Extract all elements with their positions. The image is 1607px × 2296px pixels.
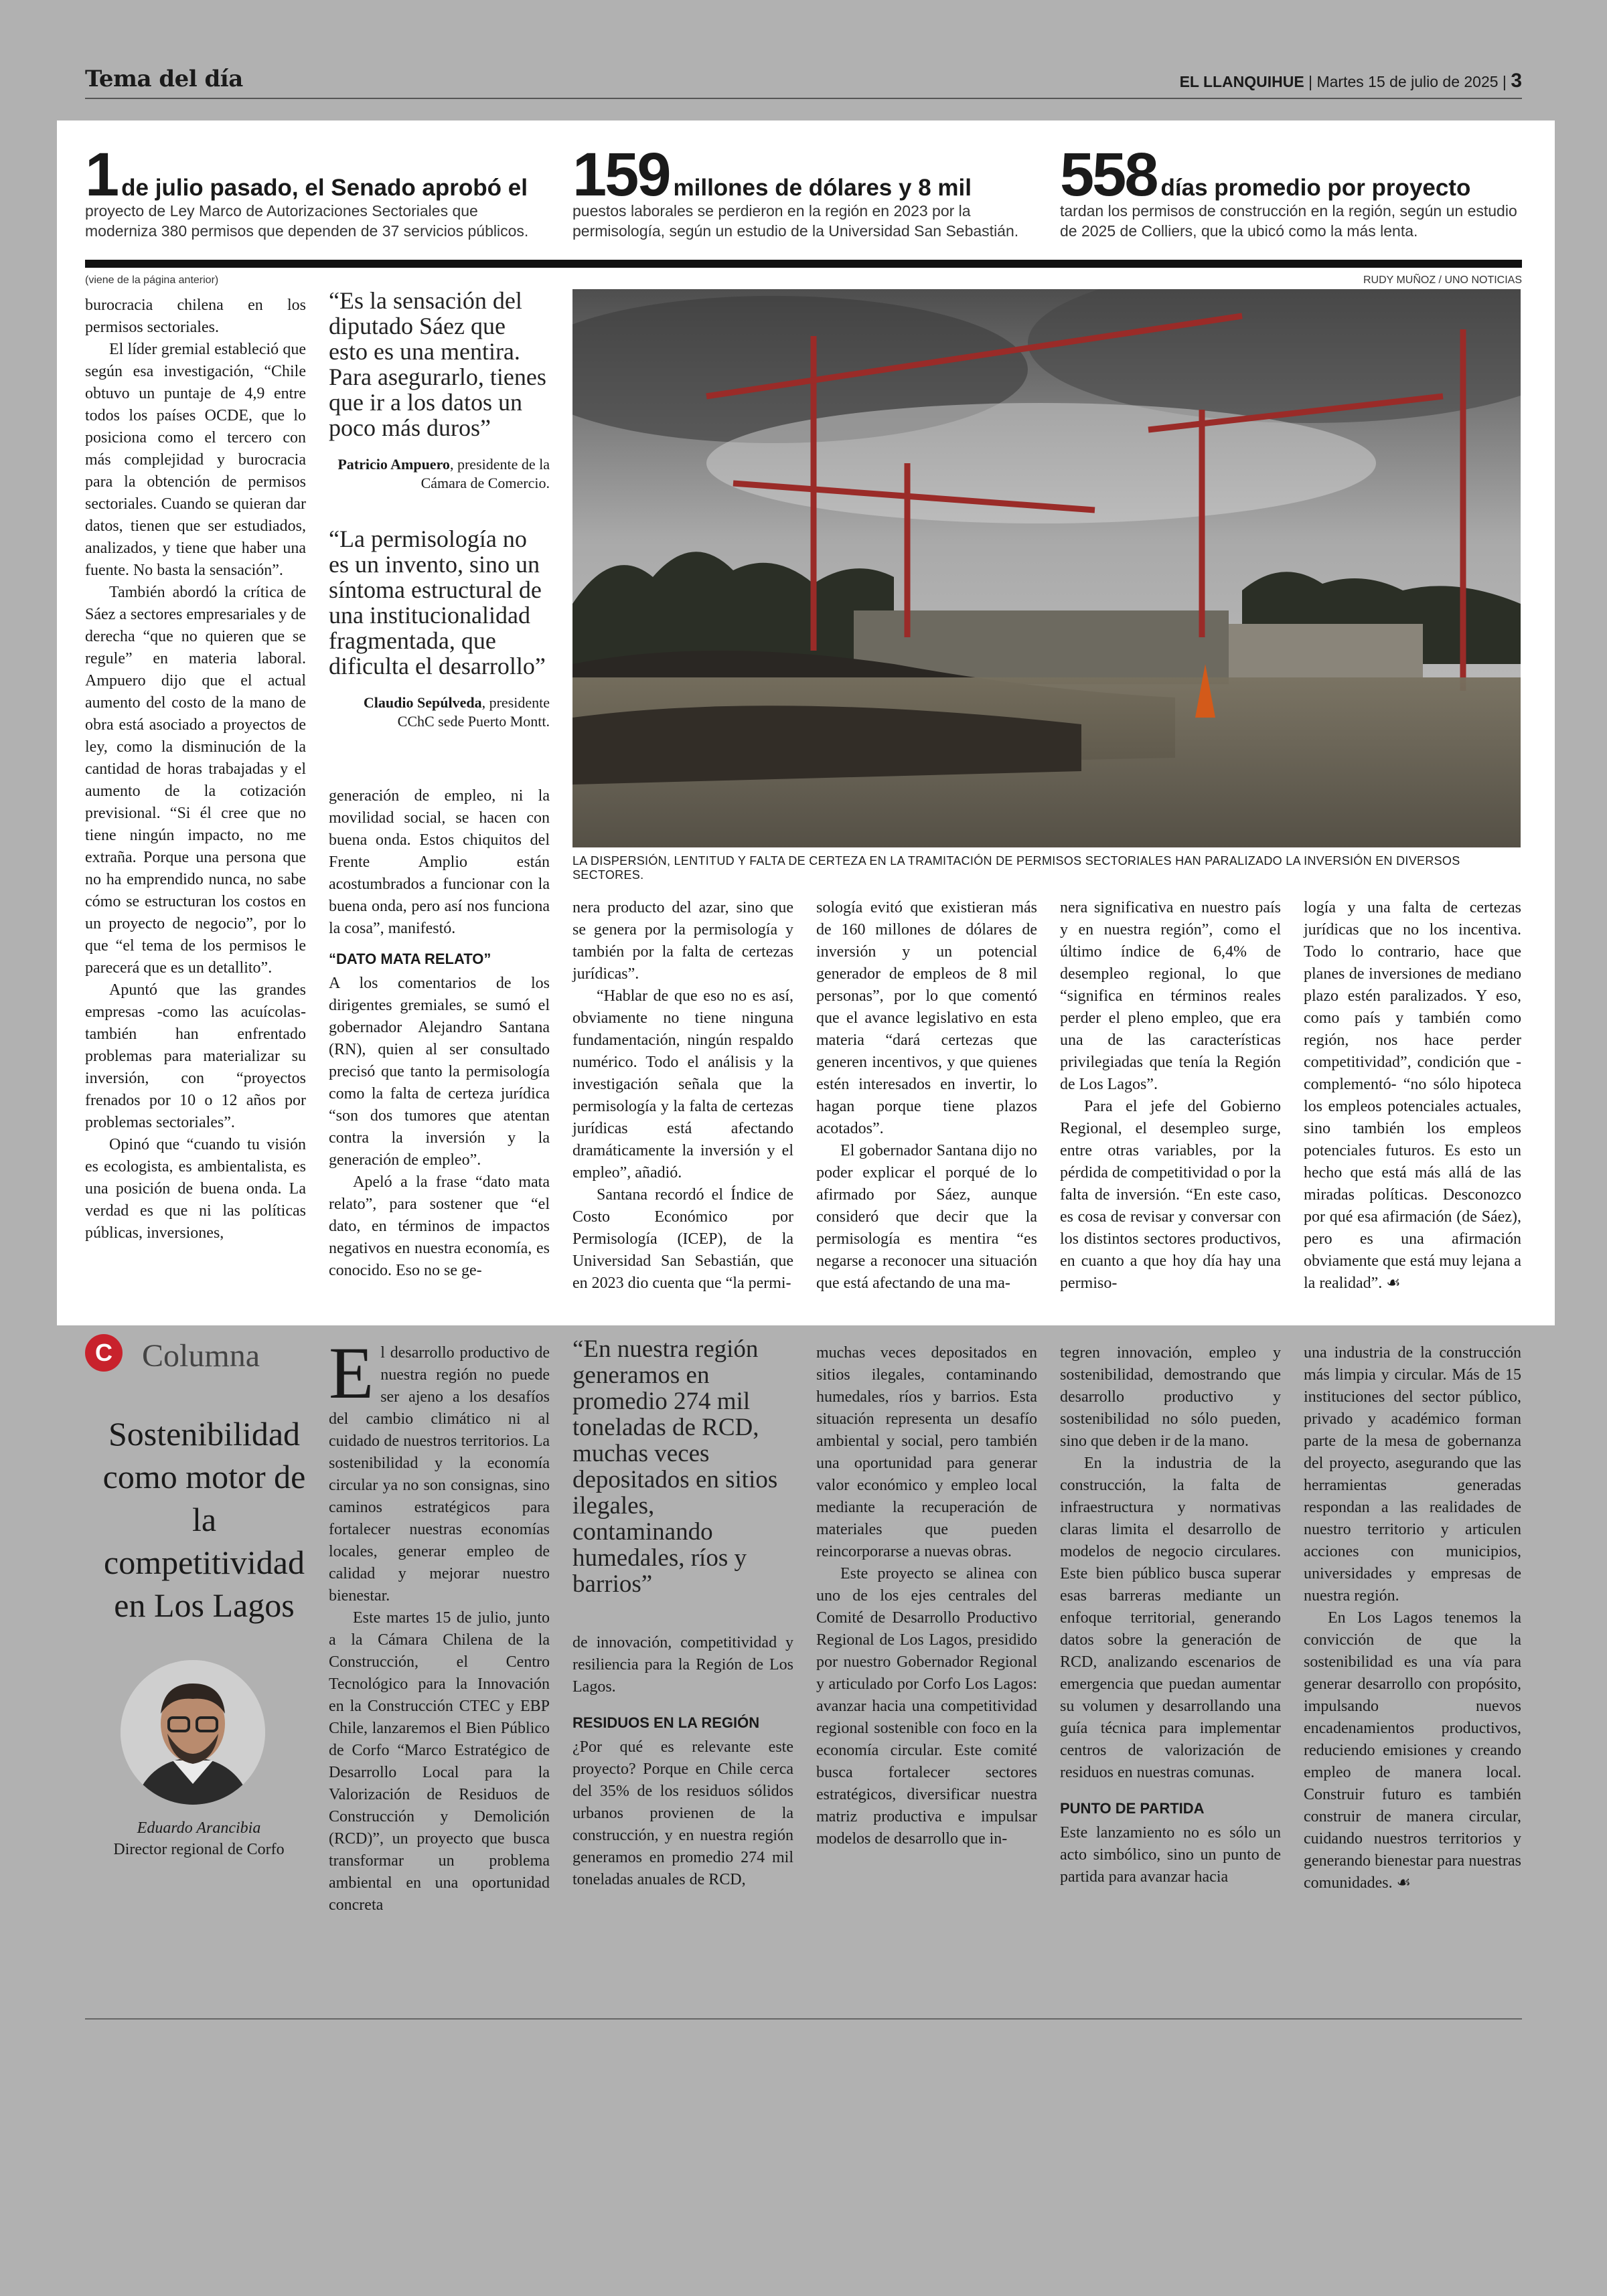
- paragraph: nera producto del azar, sino que se genera por la permisología y también por la falta de certezas jurídicas”.: [572, 899, 793, 983]
- paper-name: EL LLANQUIHUE: [1179, 73, 1304, 90]
- quote-role: , presidente CChC sede Puerto Montt.: [397, 694, 550, 730]
- footer-rule: [85, 2018, 1522, 2020]
- stat-label: de julio pasado, el Senado aprobó el: [121, 175, 528, 201]
- column-pull-quote: “En nuestra región generamos en promedio 274 mil toneladas de RCD, muchas veces depositados en sitios ilegales, contaminando humedales, ríos y barrios”: [572, 1335, 778, 1598]
- column-text-1: [329, 1332, 550, 1916]
- quote-attribution: [329, 455, 550, 493]
- article-column-4: [816, 897, 1037, 1295]
- author-credit: [85, 1817, 313, 1860]
- paragraph: una industria de la construcción más limpia y circular. Más de 15 instituciones del sector público, privado y académico forman parte de la mesa de gobernanza del proyecto, asegurando que las herramientas generadas respondan a las realidades de nuestro territorio y articulen acciones con municipios, universidades y empresas de nuestra región.: [1304, 1344, 1521, 1605]
- stat-label: días promedio por proyecto: [1160, 175, 1471, 201]
- pull-quote: “Es la sensación del diputado Sáez que esto es una mentira. Para asegurarlo, tienes que ir a los datos un poco más duros”: [329, 287, 546, 441]
- column-title: Sostenibilidad como motor de la competitividad en Los Lagos: [102, 1415, 306, 1624]
- paragraph: Apuntó que las grandes empresas -como las acuícolas- también han enfrentado problemas para materializar su inversión, con “proyectos frenados por 10 o 12 años por problemas sectoriales”.: [85, 981, 306, 1131]
- continued-note: (viene de la página anterior): [85, 274, 219, 286]
- stat-number: 558: [1060, 141, 1157, 209]
- header-rule: [85, 98, 1522, 99]
- article-column-5: [1060, 897, 1281, 1295]
- paragraph: de innovación, competitividad y resiliencia para la Región de Los Lagos.: [572, 1634, 793, 1696]
- paragraph: Apeló a la frase “dato mata relato”, para sostener que “el dato, en términos de impactos negativos en nuestra economía, es conocido. Eso no se ge-: [329, 1173, 550, 1279]
- stat-description: tardan los permisos de construcción en la región, según un estudio de 2025 de Colliers, que la ubicó como la más lenta.: [1060, 202, 1517, 240]
- stat-number: 1: [85, 141, 118, 209]
- photo-credit: RUDY MUÑOZ / UNO NOTICIAS: [1363, 274, 1522, 286]
- pull-quote: “La permisología no es un invento, sino un síntoma estructural de una institucionalidad fragmentada, que dificulta el desarrollo”: [329, 525, 546, 679]
- article-column-2: [329, 785, 550, 1282]
- paragraph: Este lanzamiento no es sólo un acto simbólico, sino un punto de partida para avanzar hacia: [1060, 1824, 1281, 1886]
- paragraph: En Los Lagos tenemos la convicción de que la sostenibilidad es una vía para generar desarrollo con propósito, impulsando nuevos encadenamientos productivos, reduciendo emisiones y creando empleo de manera local. Construir futuro es también construir de manera circular, cuidando nuestros territorios y generando bienestar para nuestras comunidades. ☙: [1304, 1609, 1521, 1892]
- photo-caption: LA DISPERSIÓN, LENTITUD Y FALTA DE CERTEZA EN LA TRAMITACIÓN DE PERMISOS SECTORIALES HAN PARALIZADO LA INVERSIÓN EN DIVERSOS SECTORES.: [572, 854, 1460, 882]
- pull-quotes: [329, 288, 550, 731]
- paragraph: También abordó la crítica de Sáez a sectores empresariales y de derecha “que no quieren que se regule” en materia laboral. Ampuero dijo que el actual aumento del costo de la mano de obra está asociado a proyectos de ley, como la disminución de la cantidad de horas trabajadas y el aumento de la cotización previsional. “Si él cree que no tiene ningún impacto, no me extraña. Porque una persona que no ha emprendido nunca, no sabe cómo se estructuran los costos en un proyecto de negocio”, por lo que “el tema de los permisos le parecerá que es un detallito”.: [85, 584, 306, 977]
- subheading: “DATO MATA RELATO”: [329, 951, 491, 967]
- paragraph: Santana recordó el Índice de Costo Económico por Permisología (ICEP), de la Universidad San Sebastián, que en 2023 dio cuenta que “la permi-: [572, 1186, 793, 1292]
- quote-role: , presidente de la Cámara de Comercio.: [420, 456, 550, 491]
- paragraph: sología evitó que existieran más de 160 millones de dólares de inversión y un potencial generador de empleos de 8 mil personas”, por lo que comentó que el avance legislativo en esta materia “dará certezas que generen incentivos, y que quienes estén interesados en invertir, lo hagan porque tiene plazos acotados”.: [816, 899, 1037, 1137]
- stat-block-2: [572, 141, 1041, 242]
- paragraph: ¿Por qué es relevante este proyecto? Porque en Chile cerca del 35% de los residuos sólidos urbanos provienen de la construcción, y en nuestra región generamos en promedio 274 mil toneladas anuales de RCD,: [572, 1738, 793, 1888]
- author-name: Eduardo Arancibia: [137, 1819, 261, 1837]
- article-column-6: [1304, 897, 1521, 1295]
- paragraph: Este proyecto se alinea con uno de los ejes centrales del Comité de Desarrollo Productivo Regional de Los Lagos, presidido por nuestro Gobernador Regional y articulado por Corfo Los Lagos: avanzar hacia una competitividad regional sostenible con foco en la economía circular. Este comité busca fortalecer sectores estratégicos, diversificar nuestra matriz productiva e impulsar modelos de desarrollo que in-: [816, 1565, 1037, 1848]
- column-text-5: [1304, 1342, 1521, 1894]
- article-column-3: [572, 897, 793, 1295]
- construction-site-photo: [572, 289, 1521, 847]
- paragraph: El gobernador Santana dijo no poder explicar el porqué de lo afirmado por Sáez, aunque consideró que decir que la permisología es mentira “es negarse a reconocer una situación que está afectando de una ma-: [816, 1142, 1037, 1292]
- quote-author: Patricio Ampuero: [337, 456, 450, 473]
- paragraph: tegren innovación, empleo y sostenibilidad, demostrando que desarrollo productivo y sostenibilidad no sólo pueden, sino que deben ir de la mano.: [1060, 1344, 1281, 1450]
- paragraph: A los comentarios de los dirigentes gremiales, se sumó el gobernador Alejandro Santana (RN), quien al ser consultado precisó que tanto la permisología como la falta de certeza jurídica “son dos tumores que atentan contra la inversión y la generación de empleo”.: [329, 975, 550, 1169]
- stat-number: 159: [572, 141, 670, 209]
- paragraph: Opinó que “cuando tu visión es ecologista, es ambientalista, es una posición de buena onda. La verdad es que ni las políticas públicas, inversiones,: [85, 1136, 306, 1242]
- subheading: RESIDUOS EN LA REGIÓN: [572, 1714, 760, 1731]
- column-label: Columna: [142, 1338, 260, 1374]
- author-photo: [121, 1660, 265, 1805]
- column-badge: C: [85, 1334, 123, 1372]
- paragraph: “Hablar de que eso no es así, obviamente no tiene ninguna fundamentación, ningún respaldo numérico. Todo el análisis y la investigación señala que la permisología y la falta de certezas jurídicas está afectando dramáticamente la inversión y el empleo”, añadió.: [572, 987, 793, 1181]
- masthead: [1180, 70, 1522, 92]
- author-role: Director regional de Corfo: [113, 1841, 285, 1858]
- paragraph: Para el jefe del Gobierno Regional, el desempleo surge, entre otras variables, por la pérdida de competitividad o por la falta de inversión. “En este caso, es cosa de revisar y conversar con los distintos sectores productivos, en cuanto a que hoy día hay una permiso-: [1060, 1098, 1281, 1292]
- paragraph: nera significativa en nuestro país y en nuestra región”, como el último índice de 6,4% de desempleo regional, lo que “significa en términos reales perder el pleno empleo, que era una de las características privilegiadas que tenía la Región de Los Lagos”.: [1060, 899, 1281, 1093]
- column-text-2: [572, 1632, 793, 1891]
- quote-attribution: [329, 693, 550, 731]
- paragraph: generación de empleo, ni la movilidad social, se hacen con buena onda. Estos chiquitos del Frente Amplio están acostumbrados a funcionar con la buena onda, pero así nos funciona la cosa”, manifestó.: [329, 787, 550, 937]
- column-text-4: [1060, 1342, 1281, 1888]
- subheading: PUNTO DE PARTIDA: [1060, 1800, 1205, 1817]
- section-title: Tema del día: [85, 66, 243, 92]
- stat-description: puestos laborales se perdieron en la región en 2023 por la permisología, según un estudio de la Universidad San Sebastián.: [572, 202, 1019, 240]
- stats-divider: [85, 260, 1522, 268]
- paragraph: burocracia chilena en los permisos sectoriales.: [85, 297, 306, 336]
- column-text-3: [816, 1342, 1037, 1850]
- construction-photo-illustration: [572, 289, 1521, 847]
- paragraph: El líder gremial estableció que según esa investigación, “Chile obtuvo un puntaje de 4,9 entre todos los países OCDE, que lo posiciona como el tercero con más complejidad y burocracia para la obtención de permisos sectoriales. Cuando se quieran dar datos, tienen que ser estudiados, analizados, y tiene que haber una fuente. No basta la sensación”.: [85, 341, 306, 579]
- article-column-1: [85, 295, 306, 1244]
- paragraph: muchas veces depositados en sitios ilegales, contaminando humedales, ríos y barrios. Esta situación representa un desafío ambiental y social, pero también una oportunidad para generar valor económico y empleo local mediante la recuperación de materiales que pueden reincorporarse a nuevas obras.: [816, 1344, 1037, 1560]
- quote-author: Claudio Sepúlveda: [363, 694, 482, 711]
- stat-block-1: [85, 141, 554, 242]
- stat-description: proyecto de Ley Marco de Autorizaciones Sectoriales que moderniza 380 permisos que dependen de 37 servicios públicos.: [85, 202, 529, 240]
- stat-block-3: [1060, 141, 1529, 242]
- paragraph: Este martes 15 de julio, junto a la Cámara Chilena de la Construcción, el Centro Tecnológico para la Innovación en la Construcción CTEC y EBP Chile, lanzaremos el Bien Público de Corfo “Marco Estratégico de Desarrollo Local para la Valorización de Residuos de Construcción y Demolición (RCD)”, un proyecto que busca transformar un problema ambiental en una oportunidad concreta: [329, 1609, 550, 1914]
- drop-cap: E: [329, 1332, 374, 1414]
- author-portrait: [121, 1660, 265, 1805]
- page-number: 3: [1511, 70, 1522, 92]
- paragraph: En la industria de la construcción, la falta de infraestructura y normativas claras limita el desarrollo de modelos de negocio circulares. Este bien público busca superar esas barreras mediante un enfoque territorial, generando datos sobre la generación de RCD, analizando escenarios de emergencia que puedan aumentar su volumen y desarrollando una guía técnica para implementar centros de valorización de residuos en nuestras comunas.: [1060, 1455, 1281, 1781]
- stat-label: millones de dólares y 8 mil: [673, 175, 972, 201]
- paragraph: l desarrollo productivo de nuestra región no puede ser ajeno a los desafíos del cambio climático ni al cuidado de nuestros territorios. La sostenibilidad y la economía circular ya no son consignas, sino caminos estratégicos para fortalecer nuestras economías locales, generar empleo de calidad y mejorar nuestro bienestar.: [329, 1344, 550, 1605]
- paragraph: logía y una falta de certezas jurídicas que no los incentiva. Todo lo contrario, hace que planes de inversiones de mediano plazo estén paralizados. Y eso, como país y también como región, nos hace perder competitividad”, condición que -complementó- “no sólo hipoteca los empleos potenciales actuales, sino también los empleos potenciales futuros. Es esto un hecho que está más allá de las miradas políticas. Desconozco por qué esa afirmación (de Sáez), pero es una afirmación obviamente que está muy lejana a la realidad”. ☙: [1304, 899, 1521, 1292]
- issue-date: | Martes 15 de julio de 2025 |: [1304, 73, 1511, 90]
